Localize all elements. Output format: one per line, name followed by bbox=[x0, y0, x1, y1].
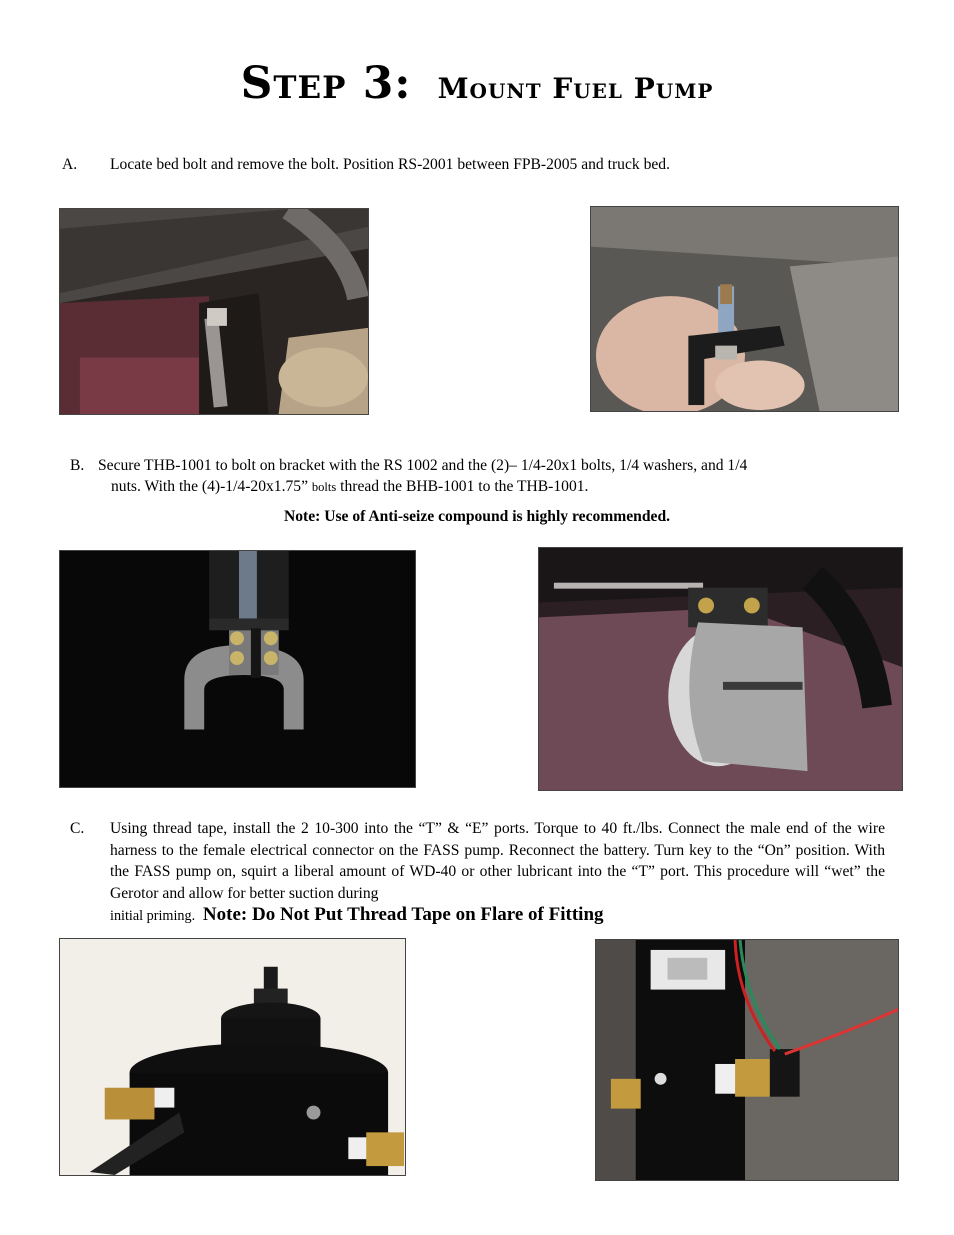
section-b-line2 bbox=[111, 476, 911, 499]
section-a-text: Locate bed bolt and remove the bolt. Position RS-2001 between FPB-2005 and truck bed. bbox=[110, 156, 670, 173]
section-b-note: Note: Use of Anti-seize compound is highly recommended. bbox=[283, 508, 671, 525]
section-b-marker: B. bbox=[70, 457, 85, 474]
step-subtitle: Mount Fuel Pump bbox=[437, 72, 714, 105]
photo-bed-bolt-removal bbox=[59, 208, 369, 415]
page-title bbox=[0, 58, 954, 109]
section-b-line2-end: thread the BHB-1001 to the THB-1001. bbox=[340, 478, 589, 495]
photo-fass-pump-wire-harness bbox=[595, 939, 899, 1181]
section-c-marker: C. bbox=[70, 820, 85, 837]
photo-fass-pump-fittings bbox=[59, 938, 406, 1176]
section-b-line1: Secure THB-1001 to bolt on bracket with the RS 1002 and the (2)– 1/4-20x1 bolts, 1/4 washers, and 1/4 bbox=[98, 457, 748, 474]
photo-bracket-clamp bbox=[59, 550, 416, 788]
section-a-marker: A. bbox=[62, 156, 78, 173]
section-c-last-small: initial priming. bbox=[110, 908, 196, 924]
section-c-body: Using thread tape, install the 2 10-300 into the “T” & “E” ports. Torque to 40 ft./lbs. Connect the male end of the wire harness to the female electrical connector on the FASS pump. Reconnect the battery. Turn key to the “On” position. With the FASS pump on, squirt a liberal amount of WD-40 or other lubricant into the “T” port. This procedure will “wet” the Gerotor and allow for better suction during bbox=[110, 820, 885, 902]
photo-bolt-spacer-in-hand bbox=[590, 206, 899, 412]
section-b-line2-small: bolts bbox=[311, 480, 337, 494]
step-heading: Step 3: bbox=[240, 58, 412, 109]
section-c-note: Note: Do Not Put Thread Tape on Flare of Fitting bbox=[202, 904, 604, 925]
photo-clamp-mounted bbox=[538, 547, 903, 791]
section-b-line2-start: nuts. With the (4)-1/4-20x1.75” bbox=[111, 478, 309, 495]
section-c-last-line bbox=[110, 904, 910, 928]
